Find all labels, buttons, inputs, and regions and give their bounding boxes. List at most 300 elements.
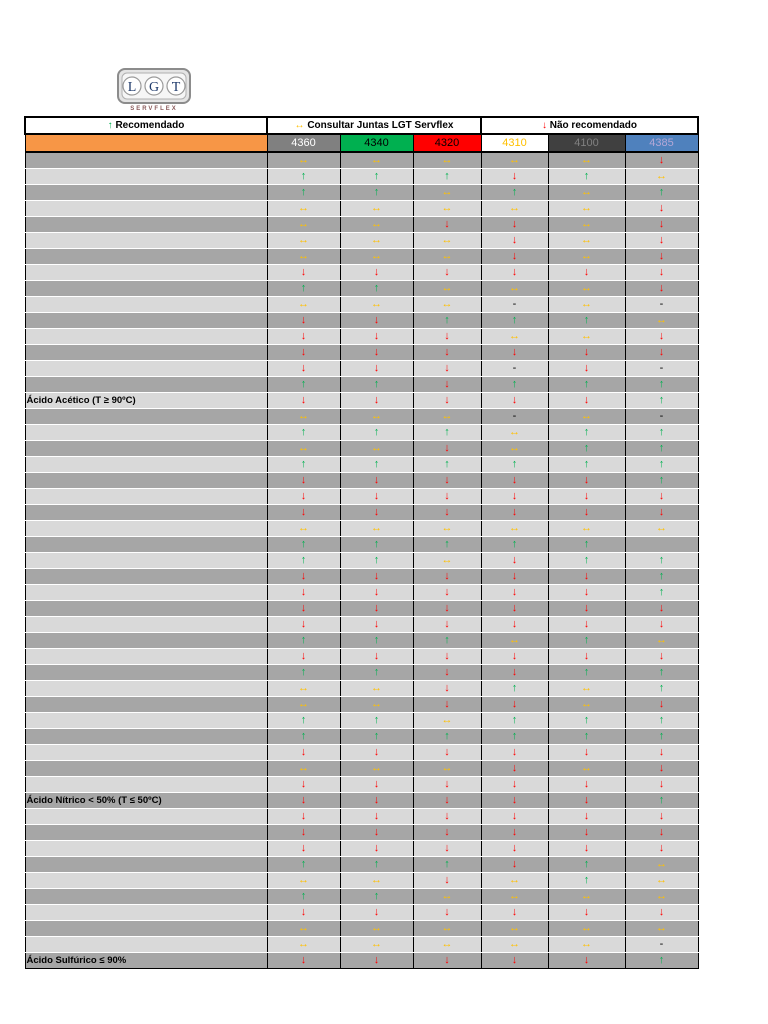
rating-cell <box>267 761 340 777</box>
rating-cell <box>548 745 625 761</box>
arrow-up-icon: ↑ <box>373 282 380 294</box>
medium-name <box>25 873 267 889</box>
rating-cell <box>481 233 548 249</box>
arrow-down-icon: ↓ <box>444 346 450 358</box>
rating-cell <box>625 633 698 649</box>
arrow-up-icon: ↑ <box>373 890 380 902</box>
table-row <box>25 905 698 921</box>
arrow-down-icon: ↓ <box>444 570 450 582</box>
rating-cell <box>548 441 625 457</box>
arrow-down-icon: ↓ <box>300 906 307 918</box>
rating-cell <box>267 697 340 713</box>
rating-cell <box>340 425 413 441</box>
rating-cell <box>481 889 548 905</box>
arrow-up-icon: ↑ <box>300 890 307 902</box>
arrow-down-icon: ↓ <box>511 346 518 358</box>
arrow-down-icon: ↓ <box>444 442 450 454</box>
arrow-up-icon: ↑ <box>658 426 665 438</box>
arrow-down-icon: ↓ <box>511 858 518 870</box>
arrow-down-icon: ↓ <box>444 218 450 230</box>
arrow-down-icon: ↓ <box>444 794 450 806</box>
arrow-down-icon: ↓ <box>583 778 590 790</box>
arrow-down-icon: ↓ <box>658 282 665 294</box>
arrow-up-icon: ↑ <box>658 666 665 678</box>
arrow-both-icon: ↔ <box>298 442 309 454</box>
arrow-up-icon: ↑ <box>658 378 665 390</box>
table-row <box>25 745 698 761</box>
table-row <box>25 457 698 473</box>
arrow-down-icon: ↓ <box>511 618 518 630</box>
medium-name <box>25 921 267 937</box>
arrow-down-icon: ↓ <box>658 698 665 710</box>
arrow-down-icon: ↓ <box>511 698 518 710</box>
rating-cell <box>413 569 481 585</box>
arrow-both-icon: ↔ <box>581 250 592 262</box>
arrow-down-icon: ↓ <box>300 362 307 374</box>
arrow-both-icon: ↔ <box>581 186 592 198</box>
rating-cell <box>413 425 481 441</box>
rating-cell <box>481 697 548 713</box>
rating-cell <box>267 681 340 697</box>
rating-cell <box>340 361 413 377</box>
rating-cell <box>481 169 548 185</box>
rating-cell <box>481 361 548 377</box>
medium-name <box>25 185 267 201</box>
rating-cell <box>548 809 625 825</box>
arrow-down-icon: ↓ <box>511 826 518 838</box>
arrow-up-icon: ↑ <box>658 682 665 694</box>
logo-subtitle: SERVFLEX <box>130 106 178 112</box>
rating-cell <box>340 409 413 425</box>
arrow-down-icon: ↓ <box>511 234 518 246</box>
arrow-up-icon: ↑ <box>583 634 590 646</box>
rating-cell <box>413 313 481 329</box>
rating-cell <box>481 793 548 809</box>
arrow-down-icon: ↓ <box>658 906 665 918</box>
rating-cell <box>267 601 340 617</box>
arrow-both-icon: ↔ <box>371 922 382 934</box>
arrow-both-icon: ↔ <box>509 938 520 950</box>
rating-cell <box>413 937 481 953</box>
rating-cell <box>267 313 340 329</box>
rating-cell <box>267 905 340 921</box>
rating-cell <box>340 297 413 313</box>
arrow-both-icon: ↔ <box>581 762 592 774</box>
arrow-both-icon: ↔ <box>656 890 667 902</box>
table-row <box>25 329 698 345</box>
rating-cell <box>413 857 481 873</box>
arrow-both-icon: ↔ <box>298 682 309 694</box>
arrow-up-icon: ↑ <box>658 586 665 598</box>
rating-cell <box>413 665 481 681</box>
rating-cell <box>625 169 698 185</box>
arrow-down-icon: ↓ <box>373 746 380 758</box>
arrow-both-icon: ↔ <box>441 554 453 566</box>
arrow-down-icon: ↓ <box>511 746 518 758</box>
rating-cell <box>625 777 698 793</box>
arrow-both-icon: ↔ <box>298 234 309 246</box>
arrow-both-icon: ↔ <box>371 698 382 710</box>
arrow-both-icon: ↔ <box>371 218 382 230</box>
medium-name <box>25 361 267 377</box>
table-row <box>25 249 698 265</box>
arrow-up-icon: ↑ <box>583 874 590 886</box>
rating-cell <box>481 633 548 649</box>
arrow-down-icon: ↓ <box>658 602 665 614</box>
rating-cell <box>340 649 413 665</box>
arrow-down-icon: ↓ <box>658 826 665 838</box>
arrow-down-icon: ↓ <box>511 586 518 598</box>
arrow-down-icon: ↓ <box>511 266 518 278</box>
rating-cell <box>267 329 340 345</box>
arrow-up-icon: ↑ <box>373 458 380 470</box>
rating-cell <box>548 233 625 249</box>
arrow-down-icon: ↓ <box>300 570 307 582</box>
rating-cell <box>481 377 548 393</box>
arrow-both-icon: ↔ <box>656 522 667 534</box>
medium-name <box>25 441 267 457</box>
rating-cell <box>481 601 548 617</box>
arrow-both-icon: ↔ <box>509 522 520 534</box>
arrow-up-icon: ↑ <box>511 186 518 198</box>
arrow-down-icon: ↓ <box>444 746 450 758</box>
arrow-down-icon: ↓ <box>583 746 590 758</box>
arrow-down-icon: ↓ <box>511 906 518 918</box>
rating-cell <box>625 649 698 665</box>
arrow-both-icon: ↔ <box>581 234 592 246</box>
rating-cell <box>413 329 481 345</box>
arrow-down-icon: ↓ <box>444 586 450 598</box>
arrow-both-icon: ↔ <box>656 634 667 646</box>
arrow-down-icon: ↓ <box>583 826 590 838</box>
medium-name <box>25 425 267 441</box>
medium-name <box>25 313 267 329</box>
arrow-both-icon: ↔ <box>581 522 592 534</box>
arrow-both-icon: ↔ <box>581 410 592 422</box>
arrow-down-icon: ↓ <box>658 810 665 822</box>
rating-cell <box>340 313 413 329</box>
arrow-down-icon: ↓ <box>373 266 380 278</box>
table-row <box>25 889 698 905</box>
arrow-down-icon: ↓ <box>373 570 380 582</box>
rating-cell <box>625 409 698 425</box>
rating-cell <box>413 649 481 665</box>
arrow-both-icon: ↔ <box>509 874 520 886</box>
arrow-down-icon: ↓ <box>511 650 518 662</box>
table-row <box>25 585 698 601</box>
rating-cell <box>481 777 548 793</box>
arrow-up-icon: ↑ <box>583 378 590 390</box>
arrow-down-icon: ↓ <box>300 826 307 838</box>
arrow-up-icon: ↑ <box>658 954 665 966</box>
arrow-both-icon: ↔ <box>581 890 592 902</box>
medium-name <box>25 697 267 713</box>
table-row <box>25 505 698 521</box>
table-row <box>25 345 698 361</box>
table-row <box>25 665 698 681</box>
rating-cell <box>481 937 548 953</box>
rating-cell <box>625 921 698 937</box>
rating-cell <box>548 281 625 297</box>
arrow-up-icon: ↑ <box>300 426 307 438</box>
rating-cell <box>481 585 548 601</box>
table-row <box>25 489 698 505</box>
rating-cell <box>625 953 698 969</box>
rating-cell <box>413 841 481 857</box>
rating-cell <box>548 713 625 729</box>
table-row <box>25 633 698 649</box>
arrow-down-icon: ↓ <box>511 474 518 486</box>
arrow-down-icon: ↓ <box>444 378 450 390</box>
rating-cell <box>413 489 481 505</box>
table-row <box>25 169 698 185</box>
arrow-down-icon: ↓ <box>373 362 380 374</box>
rating-cell <box>548 857 625 873</box>
rating-cell <box>267 809 340 825</box>
arrow-up-icon: ↑ <box>444 426 450 438</box>
rating-cell <box>625 553 698 569</box>
arrow-both-icon: ↔ <box>441 154 453 166</box>
rating-cell <box>267 441 340 457</box>
rating-cell <box>340 217 413 233</box>
arrow-both-icon: ↔ <box>441 186 453 198</box>
rating-cell <box>413 361 481 377</box>
arrow-down-icon: ↓ <box>373 842 380 854</box>
medium-name <box>25 937 267 953</box>
arrow-up-icon: ↑ <box>658 442 665 454</box>
rating-cell <box>413 505 481 521</box>
rating-cell <box>548 152 625 169</box>
rating-cell <box>548 505 625 521</box>
rating-cell <box>548 617 625 633</box>
arrow-both-icon: ↔ <box>581 682 592 694</box>
arrow-up-icon: ↑ <box>300 714 307 726</box>
medium-name <box>25 505 267 521</box>
arrow-down-icon: ↓ <box>511 570 518 582</box>
legend-consult <box>267 117 481 134</box>
rating-cell <box>413 633 481 649</box>
rating-cell <box>413 889 481 905</box>
arrow-both-icon: ↔ <box>441 202 453 214</box>
arrow-up-icon: ↑ <box>373 186 380 198</box>
rating-cell <box>481 185 548 201</box>
arrow-down-icon: ↓ <box>373 474 380 486</box>
rating-cell <box>413 152 481 169</box>
rating-cell <box>413 377 481 393</box>
arrow-down-icon: ↓ <box>444 778 450 790</box>
rating-cell <box>625 217 698 233</box>
arrow-up-icon: ↑ <box>300 666 307 678</box>
rating-cell <box>413 249 481 265</box>
arrow-down-icon: ↓ <box>444 650 450 662</box>
arrow-down-icon: ↓ <box>658 778 665 790</box>
arrow-both-icon: ↔ <box>656 858 667 870</box>
rating-cell <box>267 889 340 905</box>
rating-cell <box>625 809 698 825</box>
rating-cell <box>413 265 481 281</box>
arrow-down-icon: ↓ <box>583 650 590 662</box>
rating-cell <box>267 233 340 249</box>
rating-cell <box>340 601 413 617</box>
arrow-down-icon: ↓ <box>444 826 450 838</box>
rating-cell <box>267 857 340 873</box>
rating-cell <box>481 553 548 569</box>
rating-cell <box>413 217 481 233</box>
arrow-down-icon: ↓ <box>373 794 380 806</box>
rating-cell <box>413 729 481 745</box>
rating-cell <box>548 553 625 569</box>
rating-cell <box>267 873 340 889</box>
arrow-both-icon: ↔ <box>581 154 592 166</box>
rating-cell <box>340 713 413 729</box>
dash-icon: - <box>659 298 664 310</box>
arrow-up-icon: ↑ <box>444 634 450 646</box>
arrow-down-icon: ↓ <box>300 746 307 758</box>
rating-cell <box>625 185 698 201</box>
arrow-up-icon: ↑ <box>658 474 665 486</box>
arrow-up-icon: ↑ <box>373 730 380 742</box>
arrow-down-icon: ↓ <box>373 586 380 598</box>
rating-cell <box>481 953 548 969</box>
medium-name <box>25 857 267 873</box>
table-row <box>25 777 698 793</box>
arrow-both-icon: ↔ <box>581 282 592 294</box>
arrow-down-icon: ↓ <box>300 618 307 630</box>
rating-cell <box>481 569 548 585</box>
arrow-up-icon: ↑ <box>300 858 307 870</box>
rating-cell <box>340 841 413 857</box>
rating-cell <box>548 601 625 617</box>
medium-name <box>25 233 267 249</box>
rating-cell <box>481 457 548 473</box>
arrow-down-icon: ↓ <box>444 842 450 854</box>
medium-name <box>25 649 267 665</box>
rating-cell <box>481 345 548 361</box>
medium-name <box>25 681 267 697</box>
rating-cell <box>625 841 698 857</box>
table-row <box>25 873 698 889</box>
arrow-down-icon: ↓ <box>511 602 518 614</box>
rating-cell <box>548 489 625 505</box>
product-header-4310: 4310 <box>481 134 548 152</box>
rating-cell <box>340 617 413 633</box>
rating-cell <box>548 793 625 809</box>
arrow-down-icon: ↓ <box>583 618 590 630</box>
arrow-down-icon: ↓ <box>373 490 380 502</box>
rating-cell <box>481 905 548 921</box>
medium-name <box>25 585 267 601</box>
rating-cell <box>481 825 548 841</box>
rating-cell <box>548 201 625 217</box>
arrow-up-icon: ↑ <box>583 314 590 326</box>
rating-cell <box>267 649 340 665</box>
rating-cell <box>548 953 625 969</box>
arrow-down-icon: ↓ <box>444 954 450 966</box>
rating-cell <box>625 873 698 889</box>
arrow-up-icon: ↑ <box>658 570 665 582</box>
arrow-down-icon: ↓ <box>583 266 590 278</box>
rating-cell <box>267 617 340 633</box>
rating-cell <box>625 537 698 553</box>
medium-name <box>25 553 267 569</box>
rating-cell <box>267 201 340 217</box>
rating-cell <box>548 921 625 937</box>
arrow-up-icon: ↑ <box>511 538 518 550</box>
medium-name <box>25 825 267 841</box>
arrow-both-icon: ↔ <box>581 298 592 310</box>
rating-cell <box>625 889 698 905</box>
rating-cell <box>267 585 340 601</box>
arrow-both-icon: ↔ <box>371 250 382 262</box>
medium-name <box>25 281 267 297</box>
rating-cell <box>267 665 340 681</box>
arrow-down-icon: ↓ <box>300 602 307 614</box>
arrow-down-icon: ↓ <box>373 506 380 518</box>
table-row <box>25 553 698 569</box>
rating-cell <box>481 201 548 217</box>
arrow-up-icon: ↑ <box>511 682 518 694</box>
dash-icon: - <box>659 410 664 422</box>
rating-cell <box>340 377 413 393</box>
rating-cell <box>625 857 698 873</box>
arrow-both-icon: ↔ <box>371 154 382 166</box>
medium-name <box>25 729 267 745</box>
medium-name <box>25 905 267 921</box>
rating-cell <box>340 441 413 457</box>
arrow-down-icon: ↓ <box>658 250 665 262</box>
rating-cell <box>413 441 481 457</box>
arrow-down-icon: ↓ <box>373 650 380 662</box>
arrow-both-icon: ↔ <box>371 202 382 214</box>
rating-cell <box>548 889 625 905</box>
arrow-both-icon: ↔ <box>441 410 453 422</box>
arrow-down-icon: ↓ <box>583 346 590 358</box>
arrow-down-icon: ↓ <box>658 506 665 518</box>
arrow-both-icon: ↔ <box>581 938 592 950</box>
arrow-down-icon: ↓ <box>511 506 518 518</box>
table-row <box>25 649 698 665</box>
rating-cell <box>481 761 548 777</box>
rating-cell <box>340 489 413 505</box>
rating-cell <box>548 393 625 409</box>
product-header-4340: 4340 <box>340 134 413 152</box>
arrow-up-icon: ↑ <box>511 378 518 390</box>
rating-cell <box>548 521 625 537</box>
rating-cell <box>413 681 481 697</box>
arrow-down-icon: ↓ <box>444 874 450 886</box>
rating-cell <box>548 217 625 233</box>
arrow-both-icon: ↔ <box>371 938 382 950</box>
legend-row <box>25 117 698 134</box>
arrow-both-icon: ↔ <box>441 298 453 310</box>
arrow-up-icon: ↑ <box>444 730 450 742</box>
arrow-down-icon: ↓ <box>373 602 380 614</box>
table-row <box>25 601 698 617</box>
rating-cell <box>481 441 548 457</box>
arrow-down-icon: ↓ <box>373 346 380 358</box>
table-row <box>25 521 698 537</box>
arrow-both-icon: ↔ <box>298 922 309 934</box>
rating-cell <box>625 793 698 809</box>
arrow-down-icon: ↓ <box>300 506 307 518</box>
rating-cell <box>413 921 481 937</box>
rating-cell <box>548 905 625 921</box>
rating-cell <box>481 489 548 505</box>
table-row <box>25 393 698 409</box>
rating-cell <box>267 841 340 857</box>
rating-cell <box>548 313 625 329</box>
arrow-both-icon: ↔ <box>298 250 309 262</box>
